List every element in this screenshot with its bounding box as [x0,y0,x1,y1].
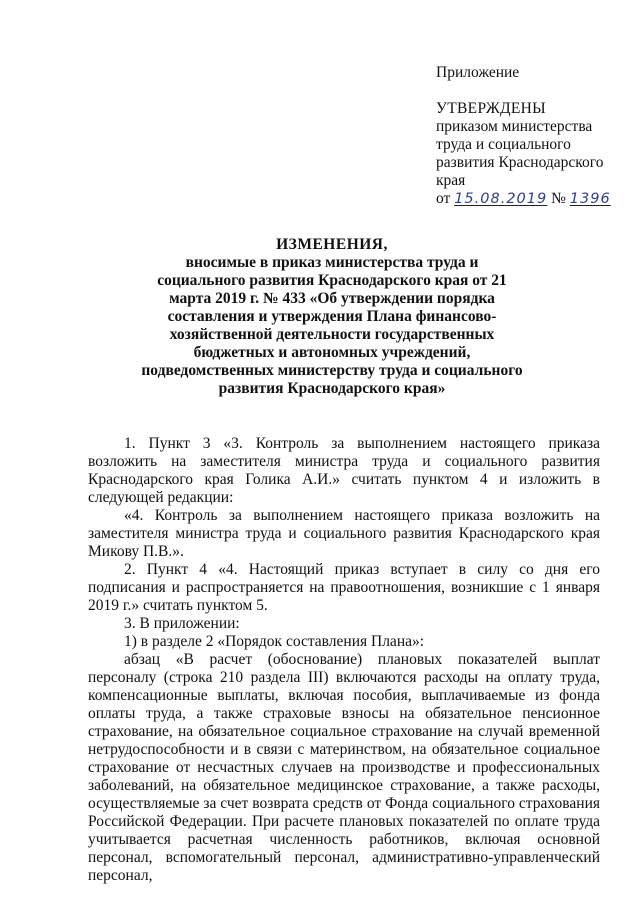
body-paragraph: 1) в разделе 2 «Порядок составления Плана»: [124,633,425,650]
approval-block [436,100,611,208]
order-date-line [436,190,611,208]
approval-line: приказом министерства [436,118,593,135]
approval-line: развития Краснодарского [436,154,604,171]
heading-subtitle: вносимые в приказ министерства труда и социального развития Краснодарского края от 21 марта 2019 г. № 433 «Об утверждении порядка составления и утверждения Плана финансово-хозяйственной деятельности государственных бюджетных и автономных учреждений, подведомственных министерству труда и социального развития Краснодарского края» [141,254,523,397]
approval-line: труда и социального [436,136,571,153]
handwritten-date: 15.08.2019 [454,191,548,207]
number-sign: № [551,190,566,207]
heading-title: ИЗМЕНЕНИЯ, [276,236,388,253]
body-paragraph: «4. Контроль за выполнением настоящего приказа возложить на заместителя министра труда и социального развития Краснодарского края Микову П.В.». [88,507,600,560]
handwritten-order-number: 1396 [569,191,611,207]
body-paragraph: 1. Пункт 3 «3. Контроль за выполнением настоящего приказа возложить на заместителя министра труда и социального развития Краснодарского края Голика А.И.» считать пунктом 4 и изложить в следующей редакции: [88,435,600,506]
body-paragraph: 2. Пункт 4 «4. Настоящий приказ вступает в силу со дня его подписания и распространяется на правоотношения, возникшие с 1 января 2019 г.» считать пунктом 5. [88,561,600,614]
date-prefix: от [436,190,451,207]
document-heading [140,236,524,398]
appendix-label: Приложение [436,64,520,81]
approved-title: УТВЕРЖДЕНЫ [436,100,546,117]
body-paragraph: 3. В приложении: [124,615,240,632]
approval-line: края [436,172,466,189]
body-paragraph: абзац «В расчет (обоснование) плановых показателей выплат персоналу (строка 210 раздела III) включаются расходы на оплату труда, компенсационные выплаты, включая пособия, выплачиваемые из фонда оплаты труда, а также страховые взносы на обязательное пенсионное страхование, на обязательное социальное страхование на случай временной нетрудоспособности и в связи с материнством, на обязательное социальное страхование от несчастных случаев на производстве и профессиональных заболеваний, на обязательное медицинское страхование, а также расходы, осуществляемые за счет возврата средств от Фонда социального страхования Российской Федерации. При расчете плановых показателей по оплате труда учитывается расчетная численность работников, включая основной персонал, вспомогательный персонал, административно-управленческий персонал, [88,651,600,884]
document-body [88,435,600,885]
